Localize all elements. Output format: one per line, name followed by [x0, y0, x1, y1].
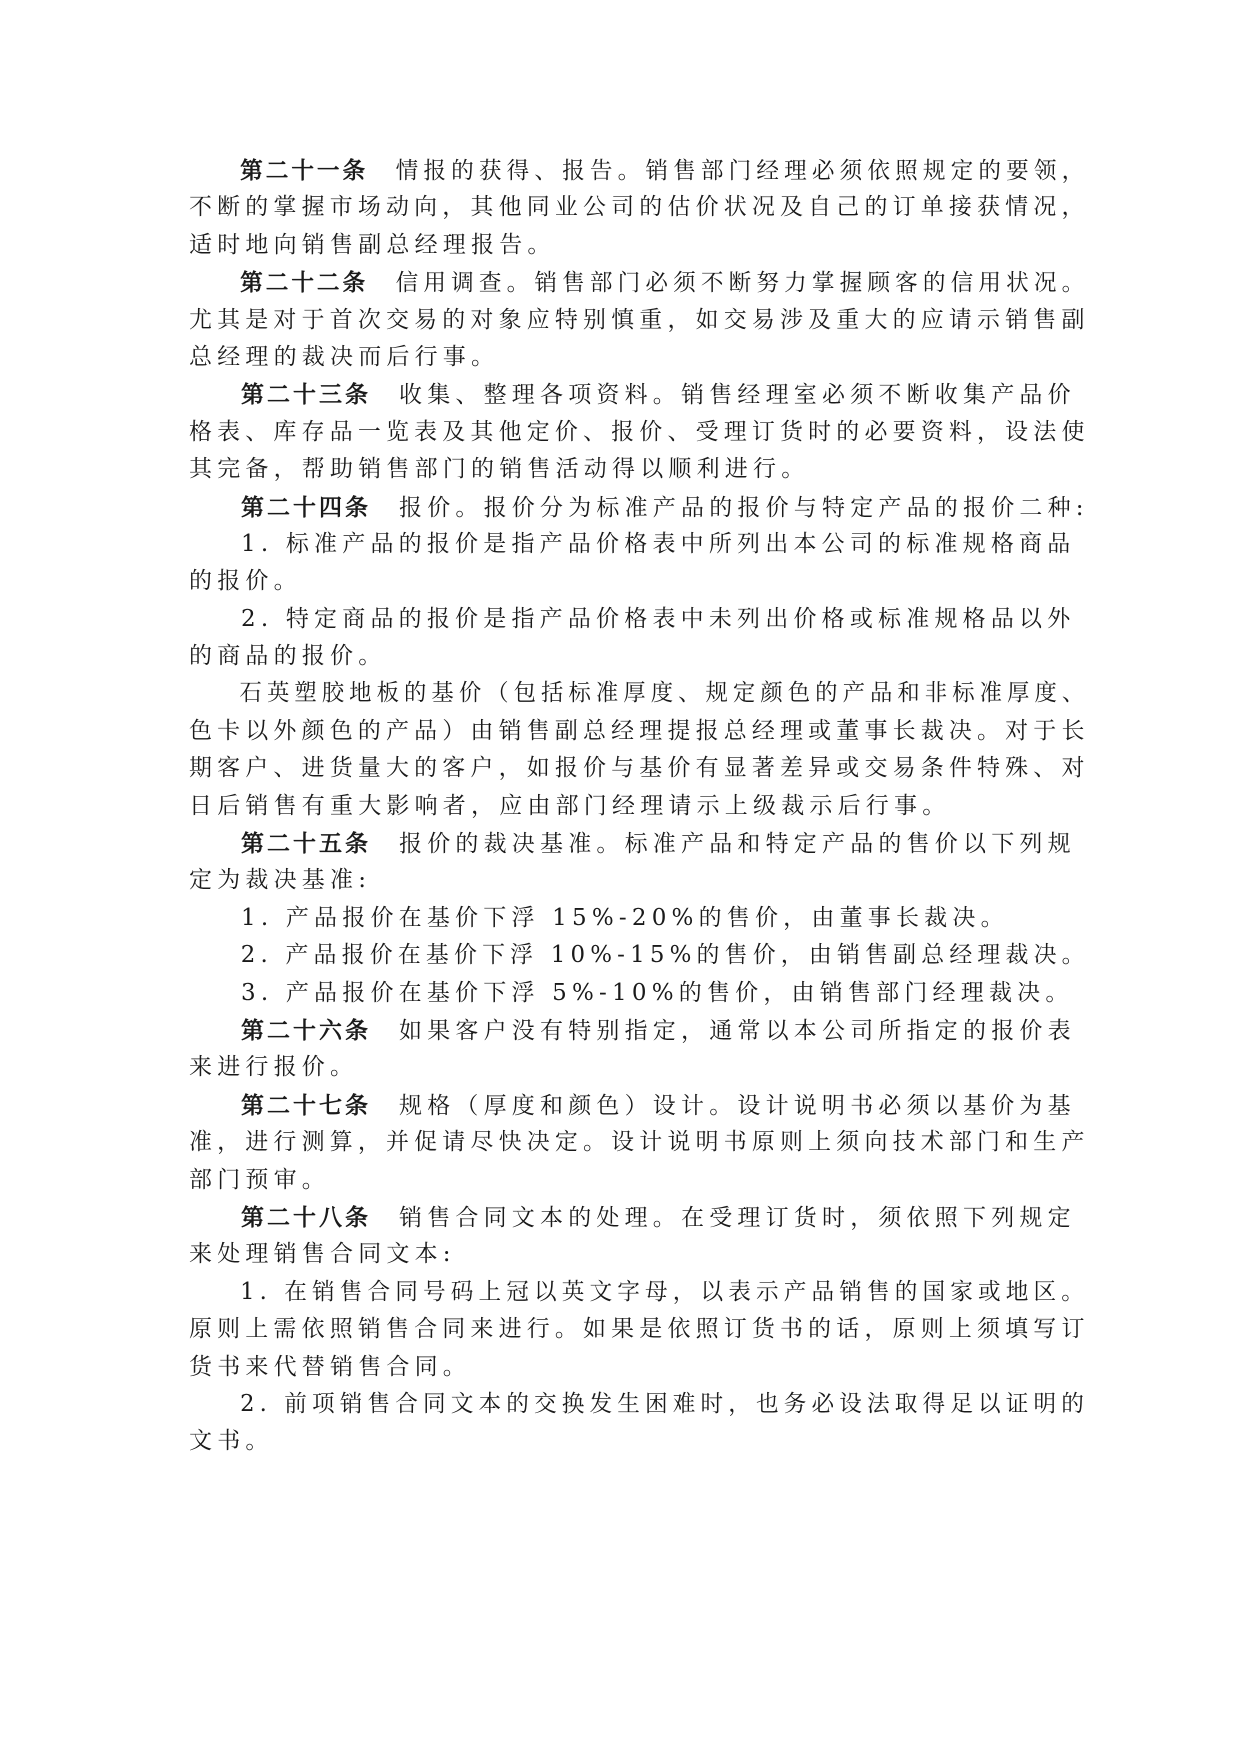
- line-text: 定为裁决基准:: [189, 867, 372, 894]
- text-line: [189, 1162, 1059, 1199]
- text-line: [189, 1087, 1076, 1124]
- line-text: 的商品的报价。: [189, 643, 387, 670]
- line-text: 适时地向销售副总经理报告。: [189, 231, 556, 258]
- text-line: [189, 526, 1076, 563]
- article-paragraph: [189, 376, 1090, 488]
- line-text: 货书来代替销售合同。: [189, 1353, 471, 1380]
- paragraph: [189, 1274, 1090, 1386]
- line-text: 2. 产品报价在基价下浮 10%-15%的售价，由销售副总经理裁决。: [240, 942, 1090, 969]
- line-text: 1. 产品报价在基价下浮 15%-20%的售价，由董事长裁决。: [241, 904, 1009, 931]
- text-line: [189, 489, 1089, 526]
- text-line: [189, 451, 1059, 488]
- line-text: 原则上需依照销售合同来进行。如果是依照订货书的话，原则上须填写订: [189, 1316, 1090, 1343]
- text-line: [189, 1274, 1090, 1311]
- line-text: 来处理销售合同文本:: [189, 1241, 456, 1268]
- article-paragraph: [189, 1012, 1076, 1087]
- article-paragraph: [189, 825, 1076, 900]
- article-number: 第二十三条: [241, 381, 371, 409]
- line-text: 色卡以外颜色的产品）由销售副总经理提报总经理或董事长裁决。对于长: [189, 717, 1090, 744]
- text-line: [189, 339, 1059, 376]
- text-line: [189, 675, 1090, 712]
- text-line: [189, 900, 1059, 937]
- paragraph: [189, 675, 1090, 825]
- text-line: [189, 1423, 1059, 1460]
- text-line: [189, 1236, 1059, 1273]
- line-text: 2. 前项销售合同文本的交换发生困难时，也务必设法取得足以证明的: [240, 1390, 1090, 1417]
- line-text: 1. 标准产品的报价是指产品价格表中所列出本公司的标准规格商品: [241, 530, 1076, 557]
- line-text: 收集、整理各项资料。销售经理室必须不断收集产品价: [399, 382, 1076, 409]
- text-line: [189, 264, 1090, 301]
- text-line: [189, 713, 1090, 750]
- line-text: 来进行报价。: [189, 1054, 359, 1081]
- line-text: 部门预审。: [189, 1166, 330, 1193]
- article-number: 第二十六条: [241, 1016, 371, 1044]
- text-line: [189, 152, 1090, 189]
- paragraph: [189, 975, 1074, 1012]
- line-text: 2. 特定商品的报价是指产品价格表中未列出价格或标准规格品以外: [241, 605, 1076, 632]
- text-line: [189, 1049, 1059, 1086]
- line-text: 如果客户没有特别指定，通常以本公司所指定的报价表: [399, 1017, 1076, 1044]
- article-number: 第二十八条: [241, 1203, 371, 1231]
- line-text: 文书。: [189, 1428, 274, 1455]
- text-line: [189, 302, 1090, 339]
- line-text: 情报的获得、报告。销售部门经理必须依照规定的要领，: [395, 158, 1090, 184]
- line-text: 格表、库存品一览表及其他定价、报价、受理订货时的必要资料，设法使: [189, 418, 1090, 445]
- article-number: 第二十四条: [241, 493, 371, 521]
- text-line: [189, 376, 1076, 413]
- line-text: 准，进行测算，并促请尽快决定。设计说明书原则上须向技术部门和生产: [189, 1129, 1090, 1156]
- text-line: [189, 975, 1074, 1012]
- line-text: 报价的裁决基准。标准产品和特定产品的售价以下列规: [399, 831, 1076, 858]
- text-line: [189, 1386, 1090, 1423]
- article-paragraph: [189, 1087, 1090, 1199]
- text-line: [189, 638, 1059, 675]
- text-line: [189, 1349, 1059, 1386]
- line-text: 的报价。: [189, 568, 302, 595]
- article-paragraph: [189, 489, 1089, 526]
- line-text: 尤其是对于首次交易的对象应特别慎重，如交易涉及重大的应请示销售副: [189, 306, 1090, 333]
- text-line: [189, 750, 1090, 787]
- text-line: [189, 862, 1059, 899]
- line-text: 期客户、进货量大的客户，如报价与基价有显著差异或交易条件特殊、对: [189, 755, 1090, 782]
- line-text: 报价。报价分为标准产品的报价与特定产品的报价二种:: [399, 494, 1089, 521]
- paragraph: [189, 1386, 1090, 1461]
- paragraph: [189, 937, 1090, 974]
- article-number: 第二十一条: [240, 157, 369, 184]
- line-text: 信用调查。销售部门必须不断努力掌握顾客的信用状况。: [395, 270, 1090, 297]
- line-text: 石英塑胶地板的基价（包括标准厚度、规定颜色的产品和非标准厚度、: [239, 680, 1090, 707]
- paragraph: [189, 526, 1076, 601]
- text-line: [189, 563, 1059, 600]
- text-line: [189, 1199, 1076, 1236]
- text-line: [189, 1124, 1090, 1161]
- line-text: 规格（厚度和颜色）设计。设计说明书必须以基价为基: [399, 1092, 1076, 1119]
- line-text: 销售合同文本的处理。在受理订货时，须依照下列规定: [399, 1204, 1076, 1231]
- paragraph: [189, 900, 1059, 937]
- text-line: [189, 937, 1090, 974]
- line-text: 总经理的裁决而后行事。: [189, 343, 500, 370]
- article-paragraph: [189, 152, 1090, 264]
- text-line: [189, 1311, 1090, 1348]
- line-text: 日后销售有重大影响者，应由部门经理请示上级裁示后行事。: [189, 792, 951, 819]
- text-line: [189, 788, 1059, 825]
- text-line: [189, 1012, 1076, 1049]
- text-line: [189, 189, 1090, 226]
- paragraph: [189, 601, 1076, 676]
- text-line: [189, 601, 1076, 638]
- line-text: 1. 在销售合同号码上冠以英文字母，以表示产品销售的国家或地区。: [240, 1278, 1090, 1305]
- line-text: 3. 产品报价在基价下浮 5%-10%的售价，由销售部门经理裁决。: [241, 979, 1074, 1006]
- article-number: 第二十五条: [241, 830, 371, 858]
- article-number: 第二十七条: [241, 1091, 371, 1119]
- line-text: 其完备，帮助销售部门的销售活动得以顺利进行。: [189, 456, 810, 483]
- article-paragraph: [189, 264, 1090, 376]
- document-page: [189, 152, 1090, 1461]
- text-line: [189, 825, 1076, 862]
- text-line: [189, 227, 1059, 264]
- text-line: [189, 414, 1090, 451]
- article-number: 第二十二条: [240, 269, 369, 297]
- line-text: 不断的掌握市场动向，其他同业公司的估价状况及自己的订单接获情况，: [189, 194, 1090, 221]
- article-paragraph: [189, 1199, 1076, 1274]
